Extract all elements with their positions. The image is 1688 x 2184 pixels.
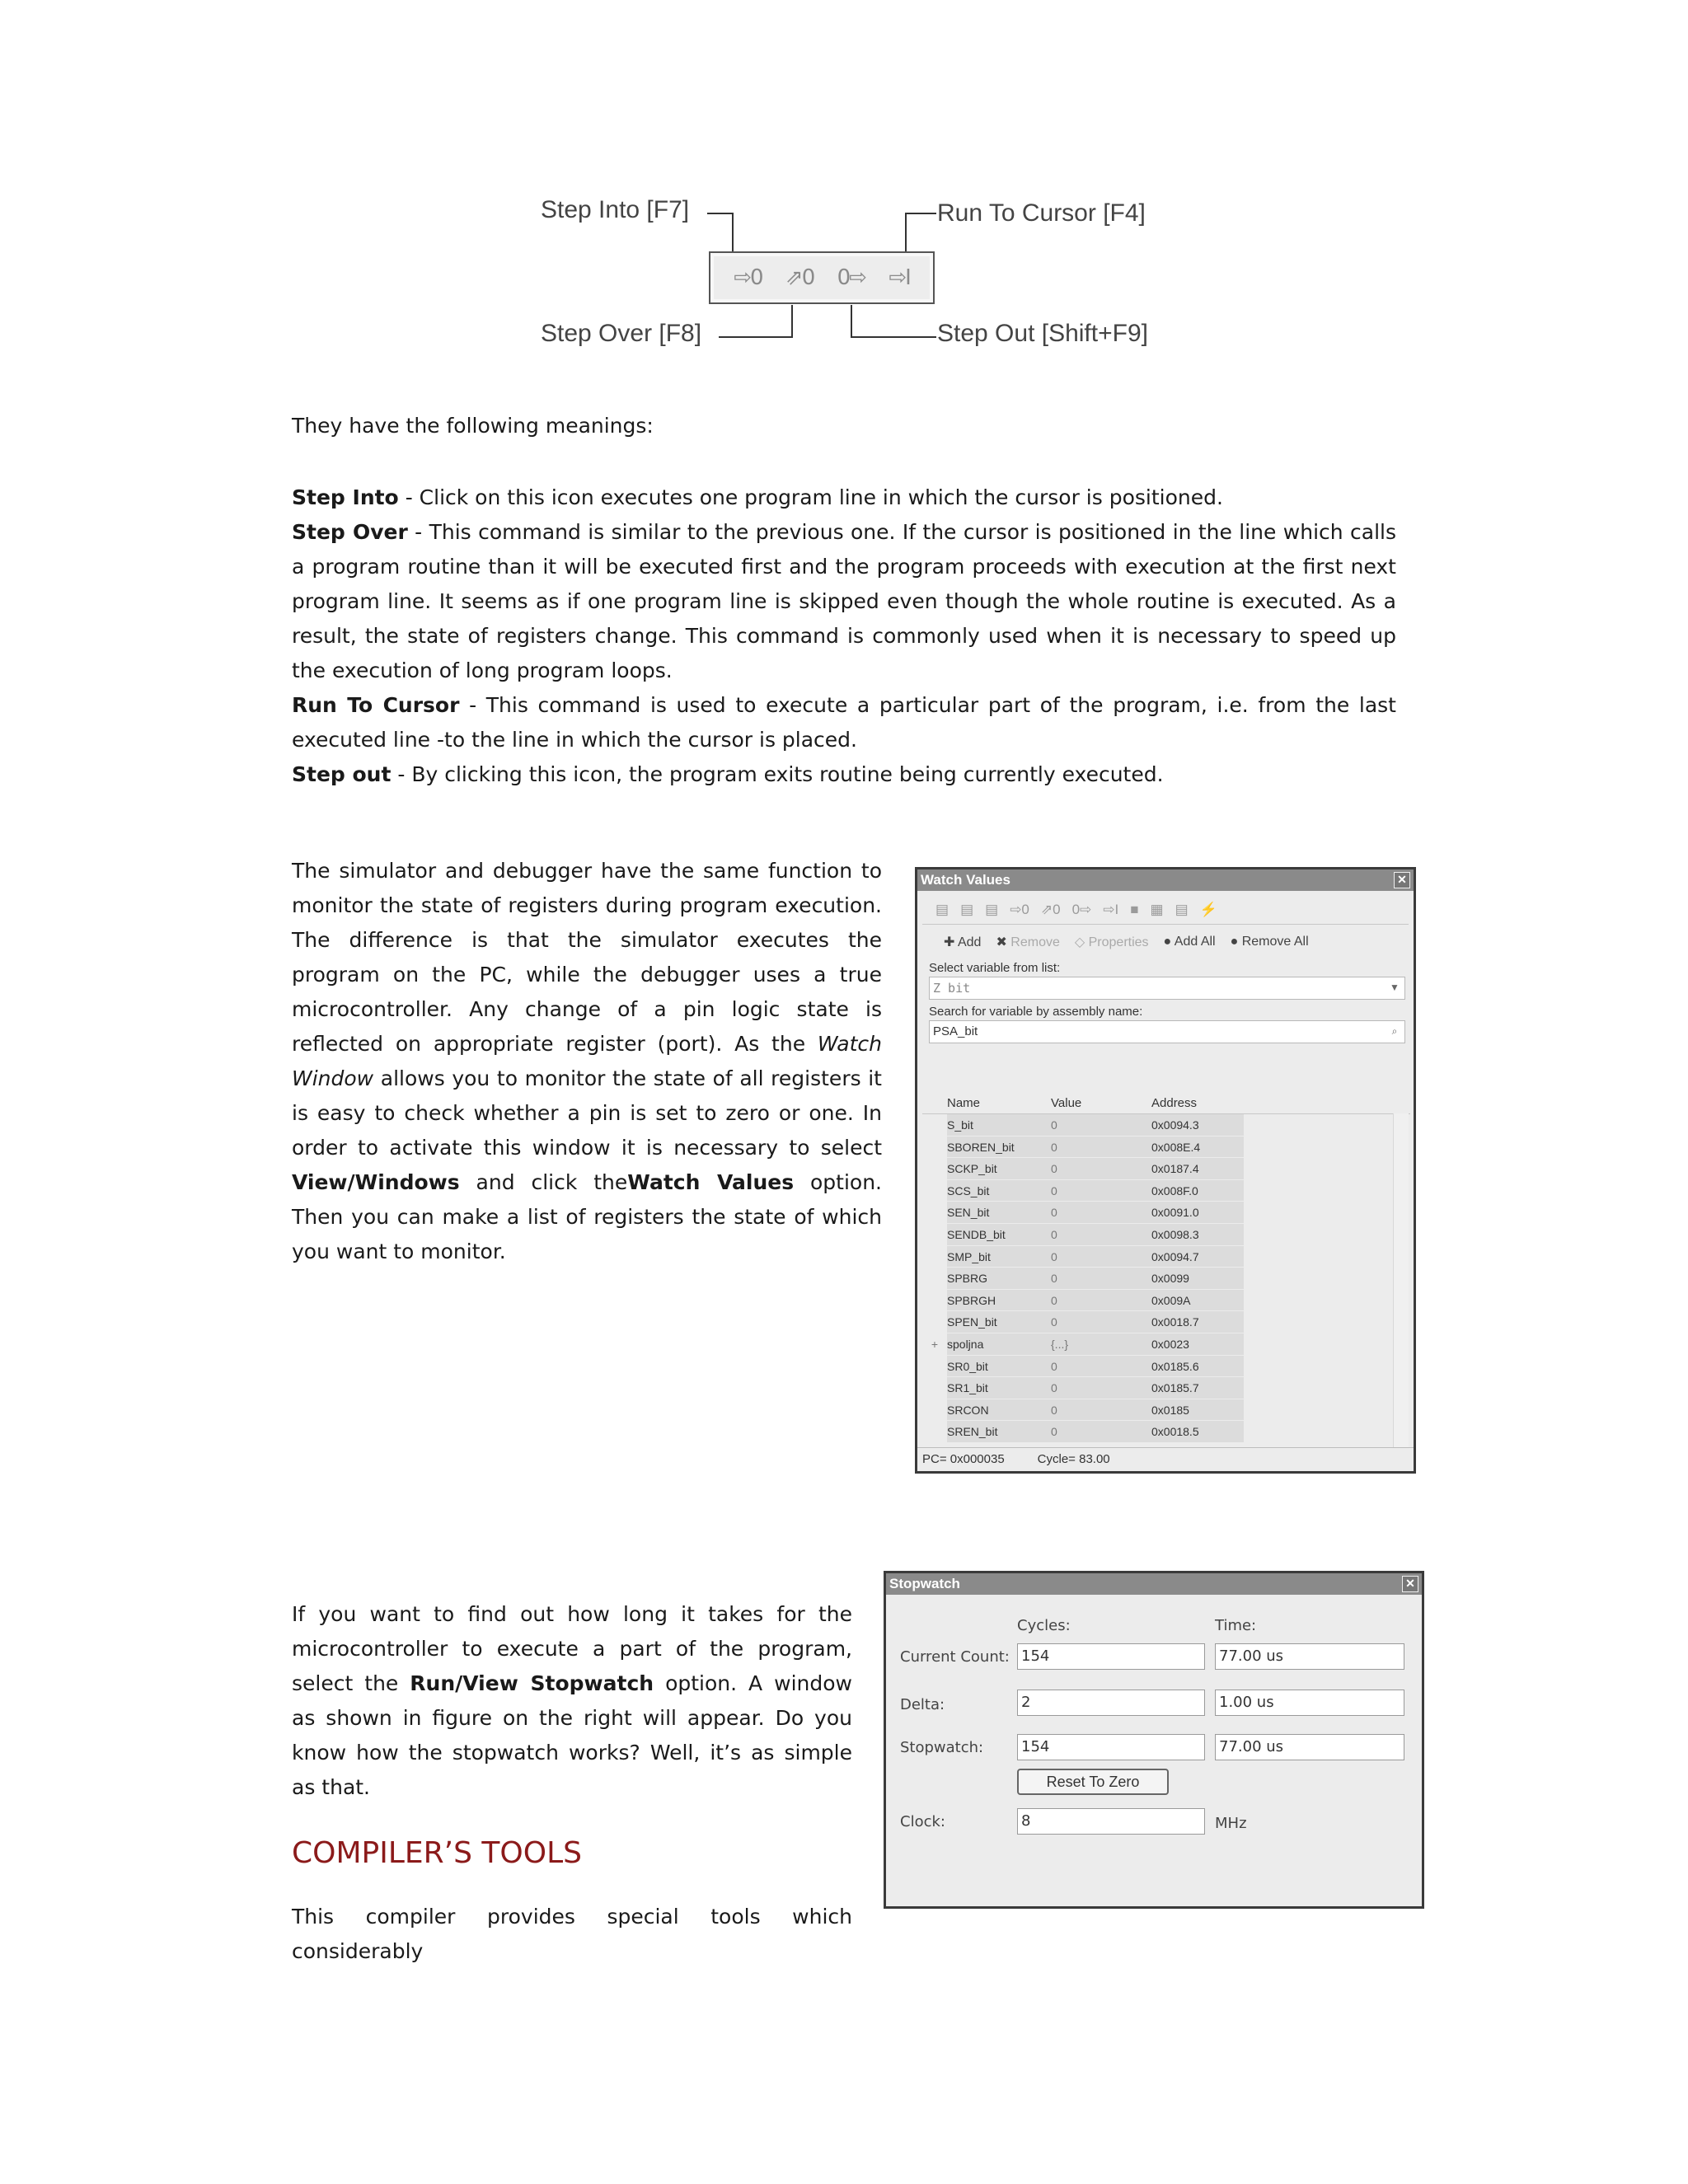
row-value-cell: 0 [1046, 1158, 1148, 1180]
table-row[interactable] [922, 1246, 1410, 1268]
row-address-cell: 0x0018.7 [1148, 1311, 1244, 1333]
connector-line [851, 305, 852, 338]
table-row[interactable] [922, 1268, 1410, 1290]
stopwatch-text: If you want to find out how long it takes for the microcontroller to execute a part of the program, select the [292, 1602, 852, 1695]
pc-status: PC= 0x000035 [922, 1452, 1005, 1466]
expand-toggle[interactable] [922, 1421, 947, 1443]
row-value-cell: 0 [1046, 1224, 1148, 1246]
table-row[interactable] [922, 1311, 1410, 1333]
cycles-header: Cycles: [1017, 1617, 1071, 1634]
step-over-icon[interactable]: ⇗0 [1040, 902, 1061, 917]
simulator-paragraph [292, 854, 882, 1269]
step-into-term: Step Into [292, 485, 399, 509]
row-value-cell: 0 [1046, 1421, 1148, 1443]
stopwatch-title: Stopwatch [889, 1576, 960, 1591]
document-icon[interactable]: ▤ [985, 902, 999, 917]
step-over-description: - This command is similar to the previous one. If the cursor is positioned in the line which calls a program routine than it will be executed first and the program proceeds with execution at the first next program line. It seems as if one program line is skipped even though the whole routine is executed. As a result, the state of registers change. This command is commonly used when it is necessary to speed up the execution of long program loops. [292, 520, 1396, 682]
search-variable-label: Search for variable by assembly name: [929, 1005, 1143, 1019]
close-icon[interactable]: ✕ [1402, 1576, 1418, 1592]
stopwatch-titlebar [886, 1573, 1422, 1595]
run-to-cursor-icon[interactable]: ⇨I [1103, 902, 1119, 917]
row-value-cell: 0 [1046, 1180, 1148, 1202]
clock-label: Clock: [900, 1813, 945, 1830]
run-to-cursor-label: Run To Cursor [F4] [937, 199, 1146, 227]
row-name-cell: SEN_bit [947, 1202, 1046, 1224]
table-row[interactable] [922, 1180, 1410, 1202]
table-row[interactable] [922, 1114, 1410, 1137]
step-over-definition [292, 515, 1396, 688]
expand-toggle[interactable] [922, 1246, 947, 1268]
stop-icon[interactable]: ■ [1130, 902, 1139, 917]
run-to-cursor-term: Run To Cursor [292, 693, 460, 717]
row-name-cell: SBOREN_bit [947, 1137, 1046, 1159]
step-out-icon[interactable]: 0⇨ [1071, 902, 1092, 917]
compiler-paragraph: This compiler provides special tools which considerably [292, 1905, 852, 1963]
add-all-button[interactable]: ● Add All [1163, 935, 1216, 949]
row-name-cell: SREN_bit [947, 1421, 1046, 1443]
row-value-cell: {...} [1046, 1333, 1148, 1356]
row-name-cell: SPBRGH [947, 1290, 1046, 1312]
step-into-definition [292, 480, 1396, 515]
expand-toggle[interactable] [922, 1114, 947, 1137]
run-to-cursor-description: - This command is used to execute a particular part of the program, i.e. from the last executed line -to the line in which the cursor is placed. [292, 693, 1396, 752]
row-value-cell: 0 [1046, 1377, 1148, 1399]
row-name-cell: S_bit [947, 1114, 1046, 1137]
properties-button[interactable]: ◇ Properties [1074, 935, 1149, 949]
add-button-label: Add [957, 935, 982, 949]
expand-toggle[interactable] [922, 1137, 947, 1159]
expand-toggle[interactable] [922, 1311, 947, 1333]
reset-to-zero-button[interactable]: Reset To Zero [1017, 1769, 1169, 1795]
remove-all-button[interactable]: ● Remove All [1230, 935, 1309, 949]
row-name-cell: SR0_bit [947, 1356, 1046, 1378]
run-to-cursor-definition [292, 688, 1396, 757]
delta-label: Delta: [900, 1696, 945, 1713]
watch-values-title: Watch Values [921, 872, 1010, 888]
watch-window-term: Watch Window [292, 1032, 882, 1090]
row-address-cell: 0x0094.3 [1148, 1114, 1244, 1137]
row-value-cell: 0 [1046, 1311, 1148, 1333]
step-out-description: - By clicking this icon, the program exits routine being currently executed. [391, 762, 1164, 786]
table-row[interactable] [922, 1399, 1410, 1422]
row-name-cell: spoljna [947, 1333, 1046, 1356]
column-name-header[interactable]: Name [947, 1096, 981, 1110]
connector-line [791, 305, 793, 338]
row-address-cell: 0x0023 [1148, 1333, 1244, 1356]
current-count-cycles-field[interactable]: 154 [1017, 1643, 1205, 1670]
expand-toggle[interactable] [922, 1377, 947, 1399]
watch-actions [922, 928, 1409, 956]
step-over-label: Step Over [F8] [541, 320, 702, 347]
expand-toggle[interactable] [922, 1180, 947, 1202]
row-address-cell: 0x0098.3 [1148, 1224, 1244, 1246]
simulator-text: allows you to monitor the state of all registers it is easy to check whether a pin is set to zero or one. In order to activate this window it is necessary to select [292, 1066, 882, 1160]
remove-button-label: Remove [1010, 935, 1060, 949]
row-name-cell: SENDB_bit [947, 1224, 1046, 1246]
run-icon[interactable]: ⚡ [1199, 902, 1217, 917]
properties-button-label: Properties [1088, 935, 1149, 949]
row-name-cell: SCKP_bit [947, 1158, 1046, 1180]
row-value-cell: 0 [1046, 1399, 1148, 1422]
simulator-text: option. Then you can make a list of registers the state of which you want to monitor. [292, 1170, 882, 1263]
clock-field[interactable]: 8 [1017, 1808, 1205, 1835]
table-row[interactable] [922, 1158, 1410, 1180]
step-out-definition [292, 757, 1396, 792]
watch-statusbar [917, 1447, 1414, 1471]
column-value-header[interactable]: Value [1051, 1096, 1082, 1110]
row-name-cell: SRCON [947, 1399, 1046, 1422]
table-row[interactable] [922, 1377, 1410, 1399]
watch-values-term: Watch Values [627, 1170, 795, 1194]
table-body [922, 1114, 1410, 1443]
list-icon[interactable]: ▦ [1150, 902, 1164, 917]
search-variable-input[interactable] [929, 1020, 1405, 1043]
row-name-cell: SR1_bit [947, 1377, 1046, 1399]
remove-all-button-label: Remove All [1241, 935, 1309, 949]
row-name-cell: SMP_bit [947, 1246, 1046, 1268]
table-row[interactable] [922, 1137, 1410, 1159]
row-address-cell: 0x008E.4 [1148, 1137, 1244, 1159]
expand-toggle[interactable] [922, 1290, 947, 1312]
step-out-label: Step Out [Shift+F9] [937, 320, 1148, 347]
row-address-cell: 0x0185.6 [1148, 1356, 1244, 1378]
step-out-icon[interactable]: 0⇨ [837, 265, 865, 290]
step-out-term: Step out [292, 762, 392, 786]
row-address-cell: 0x0091.0 [1148, 1202, 1244, 1224]
row-address-cell: 0x0185.7 [1148, 1377, 1244, 1399]
row-value-cell: 0 [1046, 1137, 1148, 1159]
search-variable-value: PSA_bit [933, 1024, 978, 1038]
step-over-term: Step Over [292, 520, 408, 544]
run-to-cursor-icon[interactable]: ⇨I [889, 265, 910, 290]
watch-values-window [915, 867, 1416, 1474]
expand-toggle[interactable] [922, 1158, 947, 1180]
row-name-cell: SPBRG [947, 1268, 1046, 1290]
row-value-cell: 0 [1046, 1114, 1148, 1137]
debug-toolbar [709, 251, 935, 304]
clear-icon[interactable]: ▤ [1175, 902, 1189, 917]
clock-unit: MHz [1215, 1815, 1247, 1832]
chevron-down-icon[interactable]: ▼ [1390, 982, 1400, 993]
table-header [922, 1094, 1410, 1114]
watch-values-titlebar [917, 869, 1414, 891]
run-view-stopwatch-term: Run/View Stopwatch [410, 1671, 654, 1695]
connector-line [905, 213, 936, 214]
compiler-tools-heading: COMPILER’S TOOLS [292, 1836, 582, 1870]
connector-line [732, 213, 734, 252]
copy-icon[interactable]: ▤ [935, 902, 950, 917]
watch-table [922, 1094, 1410, 1443]
table-row[interactable] [922, 1224, 1410, 1246]
view-windows-term: View/Windows [292, 1170, 460, 1194]
paste-icon[interactable]: ▤ [960, 902, 974, 917]
step-into-label: Step Into [F7] [541, 196, 690, 223]
row-address-cell: 0x0187.4 [1148, 1158, 1244, 1180]
table-row[interactable] [922, 1421, 1410, 1443]
current-count-label: Current Count: [900, 1648, 1010, 1666]
step-over-icon[interactable]: ⇗0 [785, 265, 814, 290]
row-name-cell: SPEN_bit [947, 1311, 1046, 1333]
delta-cycles-field[interactable]: 2 [1017, 1690, 1205, 1716]
command-definitions [292, 480, 1396, 792]
select-variable-label: Select variable from list: [929, 961, 1061, 975]
row-value-cell: 0 [1046, 1356, 1148, 1378]
step-into-description: - Click on this icon executes one program line in which the cursor is positioned. [398, 485, 1223, 509]
table-row[interactable] [922, 1333, 1410, 1356]
row-value-cell: 0 [1046, 1290, 1148, 1312]
row-value-cell: 0 [1046, 1202, 1148, 1224]
row-address-cell: 0x0094.7 [1148, 1246, 1244, 1268]
expand-toggle[interactable] [922, 1224, 947, 1246]
table-row[interactable] [922, 1290, 1410, 1312]
add-button[interactable]: ✚ Add [944, 935, 982, 949]
stopwatch-text: option. A window as shown in figure on the right will appear. Do you know how the stopwatch works? Well, it’s as simple as that. [292, 1671, 852, 1799]
row-address-cell: 0x0185 [1148, 1399, 1244, 1422]
select-variable-value: Z bit [933, 981, 971, 996]
row-value-cell: 0 [1046, 1268, 1148, 1290]
expand-toggle[interactable]: + [931, 1337, 939, 1351]
remove-button[interactable]: ✖ Remove [996, 935, 1060, 949]
expand-toggle[interactable] [922, 1202, 947, 1224]
step-into-icon[interactable]: ⇨0 [734, 265, 762, 290]
column-address-header[interactable]: Address [1151, 1096, 1198, 1110]
table-row[interactable] [922, 1202, 1410, 1224]
search-icon[interactable]: ⌕ [1391, 1025, 1398, 1037]
row-address-cell: 0x0018.5 [1148, 1421, 1244, 1443]
stopwatch-label: Stopwatch: [900, 1739, 984, 1756]
select-variable-dropdown[interactable] [929, 977, 1405, 1000]
expand-toggle[interactable] [922, 1399, 947, 1422]
simulator-text: The simulator and debugger have the same function to monitor the state of registers during program execution. The difference is that the simulator executes the program on the PC, while the debugger uses a true microcontroller. Any change of a pin logic state is reflected on appropriate register (port). As the [292, 859, 882, 1056]
vertical-scrollbar[interactable] [1393, 1113, 1409, 1450]
meanings-intro: They have the following meanings: [292, 414, 654, 438]
row-address-cell: 0x0099 [1148, 1268, 1244, 1290]
connector-line [851, 336, 936, 338]
time-header: Time: [1215, 1617, 1257, 1634]
current-count-time-field[interactable]: 77.00 us [1215, 1643, 1404, 1670]
add-all-button-label: Add All [1174, 935, 1216, 949]
expand-toggle[interactable] [922, 1356, 947, 1378]
step-into-icon[interactable]: ⇨0 [1010, 902, 1029, 917]
simulator-text: and click the [459, 1170, 628, 1194]
row-address-cell: 0x008F.0 [1148, 1180, 1244, 1202]
stopwatch-cycles-field[interactable]: 154 [1017, 1734, 1205, 1760]
connector-line [707, 213, 734, 214]
stopwatch-time-field[interactable]: 77.00 us [1215, 1734, 1404, 1760]
row-name-cell: SCS_bit [947, 1180, 1046, 1202]
delta-time-field[interactable]: 1.00 us [1215, 1690, 1404, 1716]
expand-toggle[interactable] [922, 1268, 947, 1290]
connector-line [719, 336, 793, 338]
connector-line [905, 213, 907, 252]
stopwatch-paragraph [292, 1597, 852, 1805]
row-value-cell: 0 [1046, 1246, 1148, 1268]
watch-toolbar [922, 896, 1409, 925]
cycle-status: Cycle= 83.00 [1037, 1452, 1110, 1466]
close-icon[interactable]: ✕ [1394, 872, 1410, 888]
row-address-cell: 0x009A [1148, 1290, 1244, 1312]
table-row[interactable] [922, 1356, 1410, 1378]
